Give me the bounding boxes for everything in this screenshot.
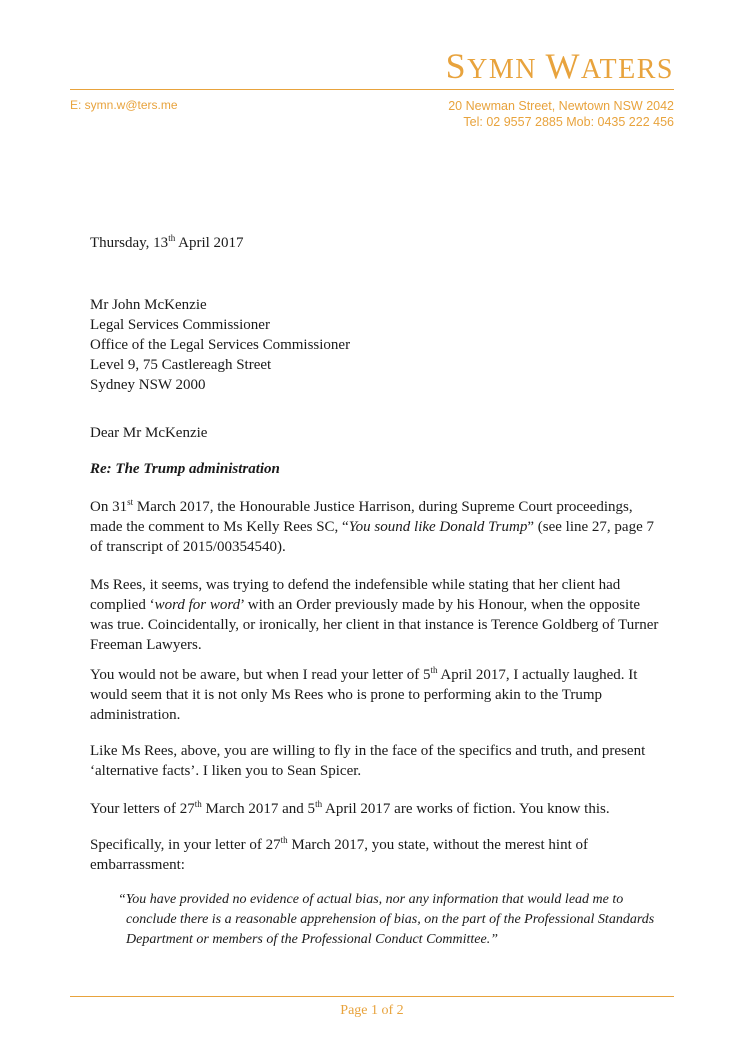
paragraph-2: Ms Rees, it seems, was trying to defend the indefensible while stating that her client had complied ‘word for word’ with an Order previously made by his Honour, when the opposite was true. Coincidentally, or ironically, her client in that instance is Terence Goldberg of Turner Freeman Lawyers. <box>90 577 659 653</box>
paragraph-3: You would not be aware, but when I read your letter of 5th April 2017, I actually laughed. It would seem that it is not only Ms Rees who is prone to performing akin to the Trump administration. <box>90 665 638 723</box>
letterhead-name <box>446 48 674 84</box>
paragraph-6: Specifically, in your letter of 27th March 2017, you state, without the merest hint of embarrassment: <box>90 835 589 873</box>
block-quote <box>118 890 658 950</box>
quote-line: conclude there is a reasonable apprehension of bias, on the part of the Professional Standards <box>126 912 655 927</box>
recipient-line: Sydney NSW 2000 <box>90 377 206 393</box>
letter-date: Thursday, 13th April 2017 <box>90 233 244 251</box>
quote-line: Department or members of the Professional Conduct Committee.” <box>126 932 499 947</box>
recipient-address <box>90 295 660 395</box>
email-address: E: symn.w@ters.me <box>70 98 178 112</box>
contact-block <box>448 98 674 130</box>
paragraph-1: On 31st March 2017, the Honourable Justice Harrison, during Supreme Court proceedings, made the comment to Ms Kelly Rees SC, “You sound like Donald Trump” (see line 27, page 7 of transcript of 2015/00354540). <box>90 497 654 555</box>
recipient-line: Mr John McKenzie <box>90 297 207 313</box>
name-first-rest: YMN <box>467 54 537 85</box>
salutation: Dear Mr McKenzie <box>90 425 208 441</box>
phone-numbers: Tel: 02 9557 2885 Mob: 0435 222 456 <box>463 115 674 129</box>
recipient-line: Level 9, 75 Castlereagh Street <box>90 357 272 373</box>
paragraph-5: Your letters of 27th March 2017 and 5th April 2017 are works of fiction. You know this. <box>90 799 610 817</box>
footer-divider <box>70 996 674 997</box>
recipient-line: Legal Services Commissioner <box>90 317 270 333</box>
header-divider <box>70 89 674 90</box>
name-last-rest: ATERS <box>580 54 674 85</box>
subject-line: Re: The Trump administration <box>90 461 280 477</box>
name-initial-w: W <box>545 46 581 86</box>
paragraph-4: Like Ms Rees, above, you are willing to fly in the face of the specifics and truth, and present ‘alternative facts’. I liken you to Sean Spicer. <box>90 743 646 779</box>
name-initial-s: S <box>445 46 468 86</box>
page-number: Page 1 of 2 <box>340 1003 404 1018</box>
recipient-line: Office of the Legal Services Commissioner <box>90 337 351 353</box>
street-address: 20 Newman Street, Newtown NSW 2042 <box>448 99 674 113</box>
quote-line: “You have provided no evidence of actual bias, nor any information that would lead me to <box>118 892 624 907</box>
